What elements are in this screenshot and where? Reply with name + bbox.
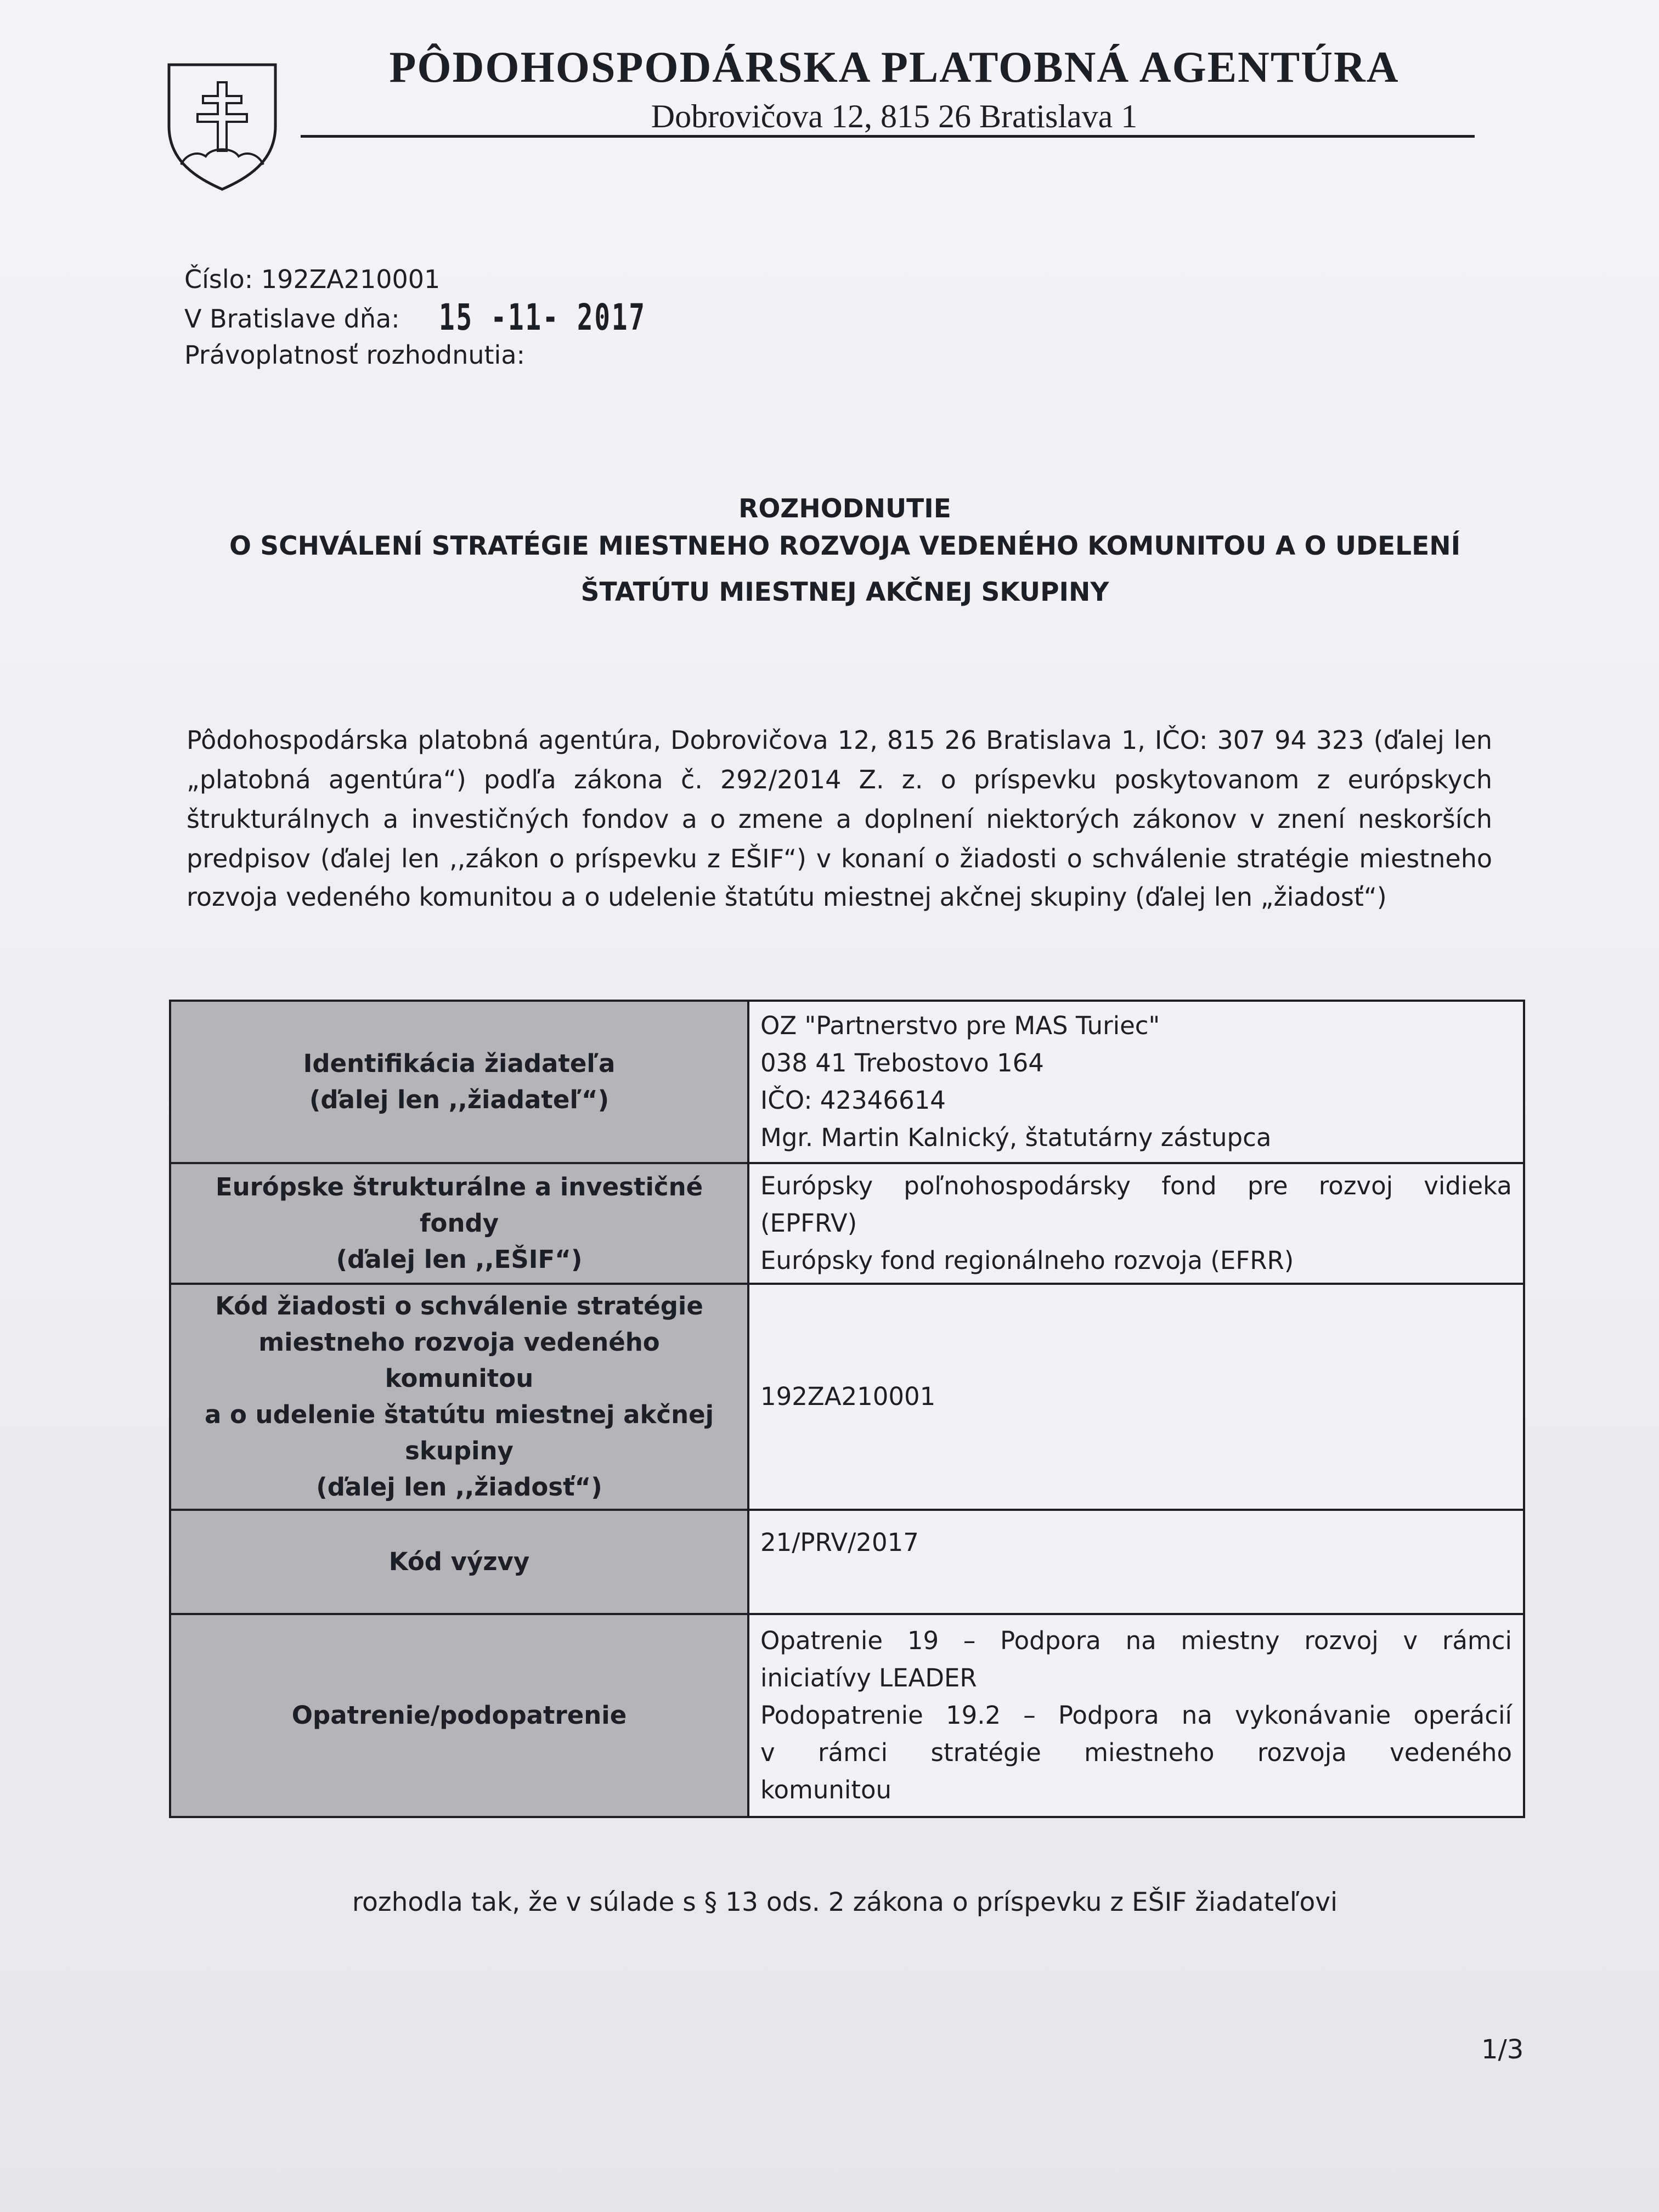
cell-line: miestneho rozvoja vedeného komunitou bbox=[258, 1328, 660, 1393]
measure-label-cell bbox=[170, 1614, 748, 1817]
intro-line: predpisov (ďalej len ,,zákon o príspevku z EŠIF“) v konaní o žiadosti o schválenie stratégie miestneho bbox=[187, 844, 1492, 873]
date-stamp: 15 -11- 2017 bbox=[439, 296, 646, 338]
cell-line: (EPFRV) bbox=[760, 1209, 857, 1238]
document-title: ROZHODNUTIE bbox=[738, 494, 951, 524]
table-row-call-code bbox=[170, 1510, 1524, 1614]
cell-line: Európsky fond regionálneho rozvoja (EFRR) bbox=[760, 1246, 1294, 1275]
measure-value-cell bbox=[748, 1614, 1524, 1817]
date-label: V Bratislave dňa: bbox=[184, 304, 400, 334]
document-number: Číslo: 192ZA210001 bbox=[184, 264, 441, 294]
cell-line: Európske štrukturálne a investičné bbox=[215, 1172, 703, 1201]
cell-line: IČO: 42346614 bbox=[760, 1086, 946, 1115]
closing-statement: rozhodla tak, že v súlade s § 13 ods. 2 zákona o príspevku z EŠIF žiadateľovi bbox=[352, 1887, 1338, 1917]
cell-line: (ďalej len ,,žiadosť“) bbox=[316, 1472, 602, 1502]
funds-value-cell bbox=[748, 1163, 1524, 1284]
cell-line: 21/PRV/2017 bbox=[760, 1528, 919, 1557]
decision-details-table bbox=[169, 1000, 1525, 1818]
call-code-value-cell bbox=[748, 1510, 1524, 1614]
applicant-value-cell bbox=[748, 1001, 1524, 1163]
cell-line: skupiny bbox=[405, 1436, 514, 1465]
page-number: 1/3 bbox=[1481, 2034, 1524, 2065]
application-code-label-cell bbox=[170, 1284, 748, 1510]
applicant-label-cell bbox=[170, 1001, 748, 1163]
intro-line: Pôdohospodárska platobná agentúra, Dobrovičova 12, 815 26 Bratislava 1, IČO: 307 94 323 (ďalej len bbox=[187, 725, 1492, 755]
table-row-applicant bbox=[170, 1001, 1524, 1163]
document-subtitle-line-1: O SCHVÁLENÍ STRATÉGIE MIESTNEHO ROZVOJA VEDENÉHO KOMUNITOU A O UDELENÍ bbox=[229, 531, 1461, 561]
cell-line: Opatrenie 19 – Podpora na miestny rozvoj v rámci bbox=[760, 1626, 1512, 1655]
agency-name: PÔDOHOSPODÁRSKA PLATOBNÁ AGENTÚRA bbox=[389, 43, 1400, 92]
cell-line: OZ "Partnerstvo pre MAS Turiec" bbox=[760, 1011, 1160, 1040]
table-row-application-code bbox=[170, 1284, 1524, 1510]
cell-line: (ďalej len ,,EŠIF“) bbox=[336, 1245, 583, 1274]
call-code-label-cell bbox=[170, 1510, 748, 1614]
cell-line: v rámci stratégie miestneho rozvoja vedeného bbox=[760, 1738, 1512, 1767]
intro-line: „platobná agentúra“) podľa zákona č. 292/2014 Z. z. o príspevku poskytovanom z európskych bbox=[187, 765, 1492, 794]
cell-line: 192ZA210001 bbox=[760, 1382, 936, 1411]
application-code-value-cell bbox=[748, 1284, 1524, 1510]
cell-line: 038 41 Trebostovo 164 bbox=[760, 1048, 1044, 1077]
agency-address: Dobrovičova 12, 815 26 Bratislava 1 bbox=[651, 98, 1138, 134]
header-divider bbox=[301, 135, 1475, 138]
cell-line: a o udelenie štatútu miestnej akčnej bbox=[204, 1400, 714, 1429]
cell-line: Podopatrenie 19.2 – Podpora na vykonávanie operácií bbox=[760, 1701, 1512, 1730]
table-row-measure bbox=[170, 1614, 1524, 1817]
validity-label: Právoplatnosť rozhodnutia: bbox=[184, 340, 526, 370]
intro-line: rozvoja vedeného komunitou a o udelenie štatútu miestnej akčnej skupiny (ďalej len „žiadosť“) bbox=[187, 882, 1387, 912]
cell-line: iniciatívy LEADER bbox=[760, 1663, 977, 1692]
cell-line: Mgr. Martin Kalnický, štatutárny zástupca bbox=[760, 1123, 1272, 1152]
document-subtitle-line-2: ŠTATÚTU MIESTNEJ AKČNEJ SKUPINY bbox=[580, 577, 1109, 607]
cell-line: fondy bbox=[419, 1209, 499, 1238]
cell-line: Kód žiadosti o schválenie stratégie bbox=[215, 1291, 703, 1321]
cell-line: Identifikácia žiadateľa bbox=[303, 1049, 616, 1078]
cell-line: Kód výzvy bbox=[388, 1547, 530, 1576]
cell-line: komunitou bbox=[760, 1775, 892, 1804]
cell-line: (ďalej len ,,žiadateľ“) bbox=[309, 1085, 610, 1114]
funds-label-cell bbox=[170, 1163, 748, 1284]
table-row-funds bbox=[170, 1163, 1524, 1284]
cell-line: Opatrenie/podopatrenie bbox=[291, 1701, 627, 1730]
intro-line: štrukturálnych a investičných fondov a o zmene a doplnení niektorých zákonov v znení neskorších bbox=[187, 804, 1492, 834]
cell-line: Európsky poľnohospodársky fond pre rozvoj vidieka bbox=[760, 1171, 1512, 1200]
slovak-coat-of-arms-icon bbox=[165, 60, 280, 192]
